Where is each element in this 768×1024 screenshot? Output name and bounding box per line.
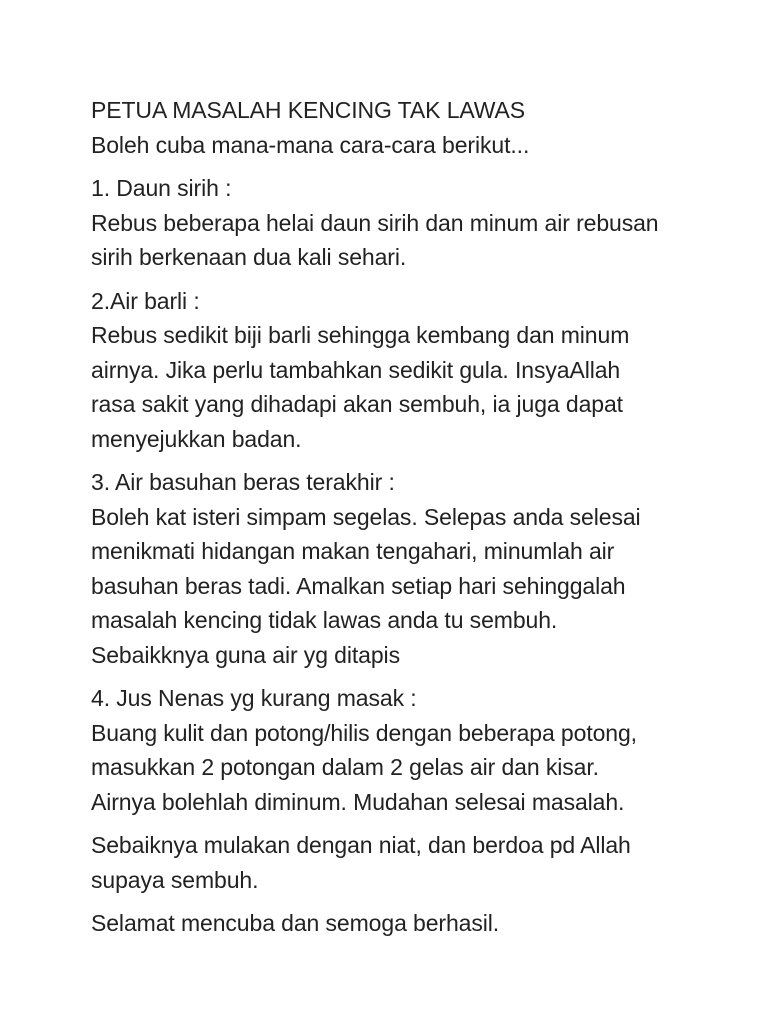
section-line: menyejukkan badan. [91, 425, 302, 452]
closing-line: Sebaiknya mulakan dengan niat, dan berdoa pd Allah [91, 832, 631, 858]
closing-paragraph [91, 828, 731, 897]
closing-line: supaya sembuh. [91, 866, 259, 893]
signoff-paragraph [91, 906, 731, 941]
section-daun-sirih [91, 171, 731, 275]
document-intro: Boleh cuba mana-mana cara-cara berikut... [91, 131, 530, 158]
section-line: Buang kulit dan potong/hilis dengan beberapa potong, [91, 719, 637, 746]
section-line: Rebus beberapa helai daun sirih dan minum air rebusan [91, 209, 659, 236]
section-heading: 3. Air basuhan beras terakhir : [91, 469, 395, 495]
section-line: Boleh kat isteri simpam segelas. Selepas anda selesai [91, 503, 641, 530]
section-heading: 2.Air barli : [91, 287, 200, 314]
section-line: basuhan beras tadi. Amalkan setiap hari sehinggalah [91, 572, 626, 599]
signoff-line: Selamat mencuba dan semoga berhasil. [91, 910, 500, 936]
document-title: PETUA MASALAH KENCING TAK LAWAS [91, 97, 526, 123]
section-jus-nenas [91, 681, 731, 819]
section-heading: 4. Jus Nenas yg kurang masak : [91, 685, 417, 711]
section-heading: 1. Daun sirih : [91, 175, 232, 201]
section-line: Airnya bolehlah diminum. Mudahan selesai masalah. [91, 788, 625, 815]
section-line: sirih berkenaan dua kali sehari. [91, 244, 407, 270]
section-line: Sebaikknya guna air yg ditapis [91, 641, 400, 668]
section-line: Rebus sedikit biji barli sehingga kembang dan minum [91, 322, 630, 348]
section-air-basuhan-beras [91, 465, 731, 672]
section-line: rasa sakit yang dihadapi akan sembuh, ia juga dapat [91, 391, 623, 417]
section-air-barli [91, 284, 731, 457]
section-line: masukkan 2 potongan dalam 2 gelas air dan kisar. [91, 754, 599, 780]
section-line: masalah kencing tidak lawas anda tu sembuh. [91, 607, 558, 633]
section-line: airnya. Jika perlu tambahkan sedikit gula. InsyaAllah [91, 356, 621, 383]
section-line: menikmati hidangan makan tengahari, minumlah air [91, 538, 615, 564]
document-body [91, 93, 731, 950]
document-header [91, 93, 731, 162]
